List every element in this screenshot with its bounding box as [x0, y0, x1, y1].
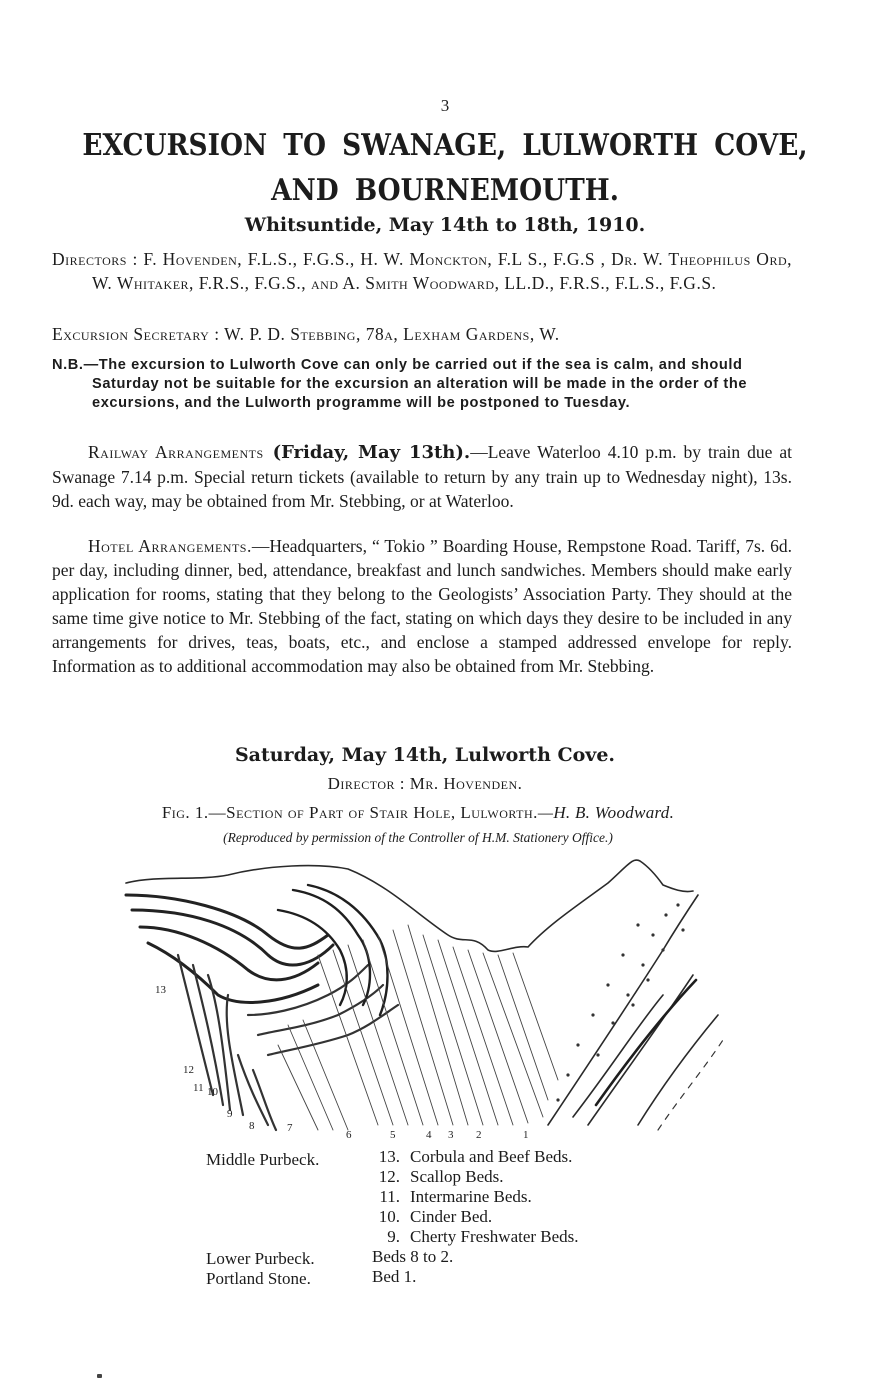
legend-num: 13. — [378, 1147, 400, 1166]
legend-entry: Beds 8 to 2. — [372, 1247, 454, 1266]
bed-label-5: 5 — [390, 1129, 396, 1141]
legend-num: 10. — [378, 1207, 400, 1226]
secretary-label: Excursion Secretary : — [52, 324, 220, 344]
director-label: Director : — [327, 774, 405, 793]
railway-text: —Leave Waterloo 4.10 p.m. by train due at Swanage 7.14 p.m. Special return tickets (available to return by any train up to Wednesday night), 13s. 9d. each way, may be obtained from Mr. Stebbing, or at Waterloo. — [52, 442, 792, 511]
page-title-line-2: AND BOURNEMOUTH. — [271, 173, 619, 208]
bed-label-4: 4 — [426, 1129, 432, 1141]
secretary-paragraph — [52, 322, 792, 346]
legend-group-lower-purbeck: Lower Purbeck. — [206, 1249, 315, 1268]
bed-label-6: 6 — [346, 1129, 352, 1141]
page-number: 3 — [440, 96, 450, 115]
bed-label-1: 1 — [523, 1129, 529, 1141]
figure-caption-author: —H. B. Woodward. — [537, 803, 675, 822]
legend-num: 12. — [378, 1167, 400, 1186]
notice-paragraph: N.B.—The excursion to Lulworth Cove can only be carried out if the sea is calm, and should Saturday not be suitable for the excursion an alteration will be made in the order of the excursions, and the Lulworth programme will be postponed to Tuesday. — [52, 357, 748, 411]
bed-label-12: 12 — [183, 1064, 194, 1076]
bed-label-8: 8 — [249, 1120, 255, 1132]
railway-label: Railway Arrangements — [88, 442, 264, 462]
legend-entry: Cherty Freshwater Beds. — [410, 1227, 579, 1246]
legend-entry: Intermarine Beds. — [410, 1187, 532, 1206]
bed-label-7: 7 — [287, 1122, 293, 1134]
legend-entry: Corbula and Beef Beds. — [410, 1147, 573, 1166]
page-title-line-1: EXCURSION TO SWANAGE, LULWORTH COVE, — [82, 128, 808, 163]
excursion-dates: Whitsuntide, May 14th to 18th, 1910. — [244, 214, 646, 236]
geological-section-drawing — [118, 855, 738, 1145]
hotel-label: Hotel Arrangements. — [88, 536, 252, 556]
bed-label-3: 3 — [448, 1129, 454, 1141]
legend-entry: Cinder Bed. — [410, 1207, 493, 1226]
directors-paragraph — [52, 247, 792, 295]
figure-permission-note: (Reproduced by permission of the Controller of H.M. Stationery Office.) — [223, 830, 613, 845]
cliff-outline — [126, 860, 693, 951]
legend-group-middle-purbeck: Middle Purbeck. — [206, 1150, 320, 1169]
figure-caption — [0, 803, 836, 823]
saturday-director — [0, 774, 850, 794]
hotel-text: —Headquarters, “ Tokio ” Boarding House, Rempstone Road. Tariff, 7s. 6d. per day, including dinner, bed, attendance, breakfast and lunch sandwiches. Members should make early application for rooms, stating that they belong to the Geologists’ Association Party. They should at the same time give notice to Mr. Stebbing of the fact, stating on which days they desire to be included in any arrangements for drives, teas, boats, etc., and enclose a stamped addressed envelope for reply. Information as to additional accommodation may also be obtained from Mr. Stebbing. — [52, 536, 792, 676]
director-name: Mr. Hovenden. — [404, 774, 523, 793]
bed-label-13: 13 — [155, 984, 166, 996]
secretary-text: W. P. D. Stebbing, 78a, Lexham Gardens, W. — [219, 324, 560, 344]
railway-date: (Friday, May 13th). — [263, 442, 471, 463]
saturday-heading: Saturday, May 14th, Lulworth Cove. — [234, 744, 616, 766]
directors-text: F. Hovenden, F.L.S., F.G.S., H. W. Monckton, F.L S., F.G.S , Dr. W. Theophilus Ord, W. Whitaker, F.R.S., F.G.S., and A. Smith Woodward, LL.D., F.R.S., F.L.S., F.G.S. — [92, 249, 792, 293]
legend-num: 9. — [387, 1227, 400, 1246]
paper-speck — [97, 1374, 102, 1378]
geological-section-figure — [118, 855, 738, 1145]
directors-label: Directors : — [52, 249, 138, 269]
bed-label-11: 11 — [193, 1082, 204, 1094]
legend-entry: Bed 1. — [372, 1267, 417, 1286]
legend-entry: Scallop Beds. — [410, 1167, 504, 1186]
hotel-paragraph — [52, 534, 792, 678]
legend-num: 11. — [379, 1187, 400, 1206]
railway-paragraph — [52, 440, 792, 513]
bed-label-2: 2 — [476, 1129, 482, 1141]
legend-group-portland-stone: Portland Stone. — [206, 1269, 311, 1288]
bed-label-10: 10 — [207, 1086, 218, 1098]
bed-label-9: 9 — [227, 1108, 233, 1120]
figure-caption-label: Fig. 1.—Section of Part of Stair Hole, Lulworth. — [161, 803, 538, 822]
